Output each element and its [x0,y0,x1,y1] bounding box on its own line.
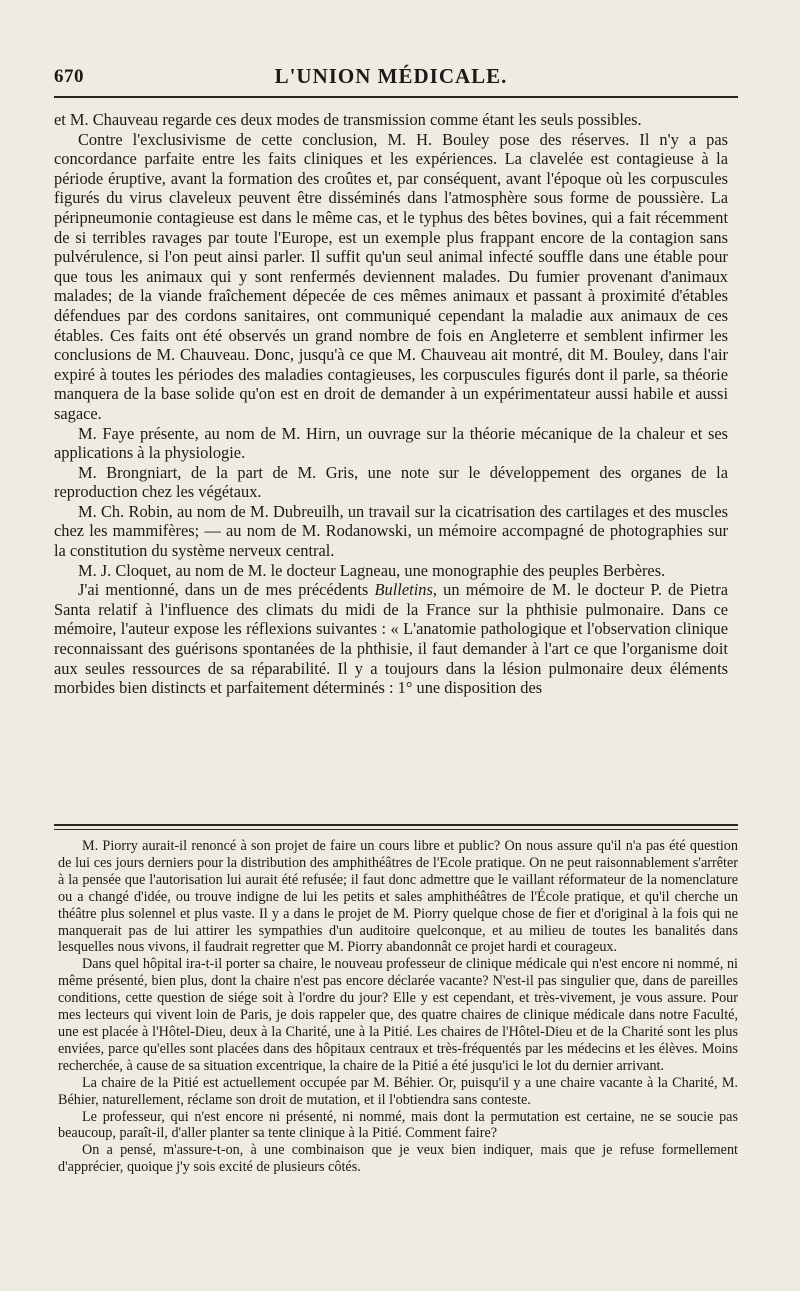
footnote-paragraph: On a pensé, m'assure-t-on, à une combinaison que je veux bien indiquer, mais que je refuse formellement d'apprécier, quoique j'y sois excité de plusieurs côtés. [58,1142,738,1176]
footnote-paragraph: Dans quel hôpital ira-t-il porter sa chaire, le nouveau professeur de clinique médicale qui n'est encore ni nommé, ni même présenté, bien plus, dont la chaire n'est pas encore déclarée vacante? N'est-il pas singulier que, dans de pareilles conditions, cette question de siége soit à l'ordre du jour? Elle y est cependant, et très-vivement, je vous assure. Pour mes lecteurs qui vivent loin de Paris, je dois rappeler que, des quatre chaires de clinique médicale dans notre Faculté, une est placée à l'Hôtel-Dieu, deux à la Charité, une à la Pitié. Les chaires de l'Hôtel-Dieu et de la Charité sont les plus enviées, parce qu'elles sont placées dans des hôpitaux centraux et très-fréquentés par les médecins et les élèves. Moins recherchée, à cause de sa situation excentrique, la chaire de la Pitié a été jusqu'ici le lot du dernier arrivant. [58,956,738,1074]
paragraph-robin: M. Ch. Robin, au nom de M. Dubreuilh, un travail sur la cicatrisation des cartilages et des muscles chez les mammifères; — au nom de M. Rodanowski, un mémoire accompagné de photographies sur la constitution du système nerveux central. [54,501,728,561]
paragraph-chauveau: et M. Chauveau regarde ces deux modes de transmission comme étant les seuls possibles. [54,110,642,129]
footnote-rule-thin [54,829,738,830]
footnote-paragraph: Le professeur, qui n'est encore ni présenté, ni nommé, mais dont la permutation est certaine, ne se soucie pas beaucoup, paraît-il, d'aller planter sa tente clinique à la Pitié. Comment faire? [58,1108,738,1142]
paragraph-text: , un mémoire de M. le docteur P. de Pietra Santa relatif à l'influence des climats du midi de la France sur la phthisie pulmonaire. Dans ce mémoire, l'auteur expose les réflexions suivantes : « L'anatomie pathologique et l'observation clinique reconnaissant des guérisons spontanées de la phthisie, il faut demander à l'art ce que l'organisme doit aux seules ressources de sa réparabilité. Il y a toujours dans la lésion pulmonaire deux éléments morbides bien distincts et parfaitement déterminés : 1° une disposition des [54,580,728,698]
paragraph-bouley: Contre l'exclusivisme de cette conclusion, M. H. Bouley pose des réserves. Il n'y a pas concordance parfaite entre les faits cliniques et les expériences. La clavelée est contagieuse à la période éruptive, avant la formation des croûtes et, par conséquent, avant l'époque où les corpuscules figurés du virus claveleux peuvent être disséminés dans l'atmosphère sous forme de poussière. La péripneumonie contagieuse est dans le même cas, et le typhus des bêtes bovines, qui a fait récemment de si terribles ravages par toute l'Europe, est un exemple plus frappant encore de la contagion sans pulvérulence, si l'on peut ainsi parler. Il suffit qu'un seul animal infecté souffle dans une étable pour que tous les animaux qui y sont renfermés deviennent malades. Du fumier provenant d'animaux malades; de la viande fraîchement dépecée de ces mêmes animaux et passant à proximité d'étables défendues par des cordons sanitaires, ont communiqué cependant la maladie aux animaux de ces étables. Ces faits ont été observés un grand nombre de fois en Angleterre et semblent infirmer les conclusions de M. Chauveau. Donc, jusqu'à ce que M. Chauveau ait montré, dit M. Bouley, dans l'air expiré à toutes les périodes des maladies contagieuses, les corpuscules figurés dont il parle, sa théorie manquera de la base solide qu'on est en droit de demander à un expérimentateur aussi habile et aussi sagace. [54,129,728,423]
feuilleton-text [58,838,738,1176]
paragraph-pietra-santa [54,580,728,698]
italic-title: Bulletins [374,580,433,600]
page-header [54,62,728,94]
page-number: 670 [54,66,84,87]
paragraph-brongniart: M. Brongniart, de la part de M. Gris, une note sur le développement des organes de la reproduction chez les végétaux. [54,462,728,502]
paragraph-cloquet: M. J. Cloquet, au nom de M. le docteur Lagneau, une monographie des peuples Berbères. [78,560,666,580]
footnote-rule [54,824,738,826]
paragraph-faye: M. Faye présente, au nom de M. Hirn, un ouvrage sur la théorie mécanique de la chaleur et ses applications à la physiologie. [54,423,728,463]
journal-title: L'UNION MÉDICALE. [274,64,508,88]
header-rule [54,96,738,98]
main-text [54,110,728,698]
paragraph-text: J'ai mentionné, dans un de mes précédents [78,580,375,600]
footnote-paragraph: M. Piorry aurait-il renoncé à son projet de faire un cours libre et public? On nous assure qu'il n'a pas été question de lui ces jours derniers pour la distribution des amphithéâtres de l'Ecole pratique. On ne peut raisonnablement s'arrêter à la pensée que l'autorisation lui aurait été refusée; il faut donc admettre que le vaillant réformateur de la nomenclature ou a changé d'idée, ou trouve indigne de lui les petits et sales amphithéâtres de l'École pratique, et qu'il cherche un théâtre plus solennel et plus vaste. Il y a dans le projet de M. Piorry quelque chose de fier et d'original à la fois qui ne manquerait pas de lui attirer les sympathies d'un auditoire quelconque, et au milieu de toutes les banalités dans lesquelles nous vivons, il faudrait regretter que M. Piorry abandonnât ce projet hardi et courageux. [58,838,738,956]
footnote-paragraph: La chaire de la Pitié est actuellement occupée par M. Béhier. Or, puisqu'il y a une chaire vacante à la Charité, M. Béhier, naturellement, réclame son droit de mutation, et il l'obtiendra sans conteste. [58,1074,738,1108]
